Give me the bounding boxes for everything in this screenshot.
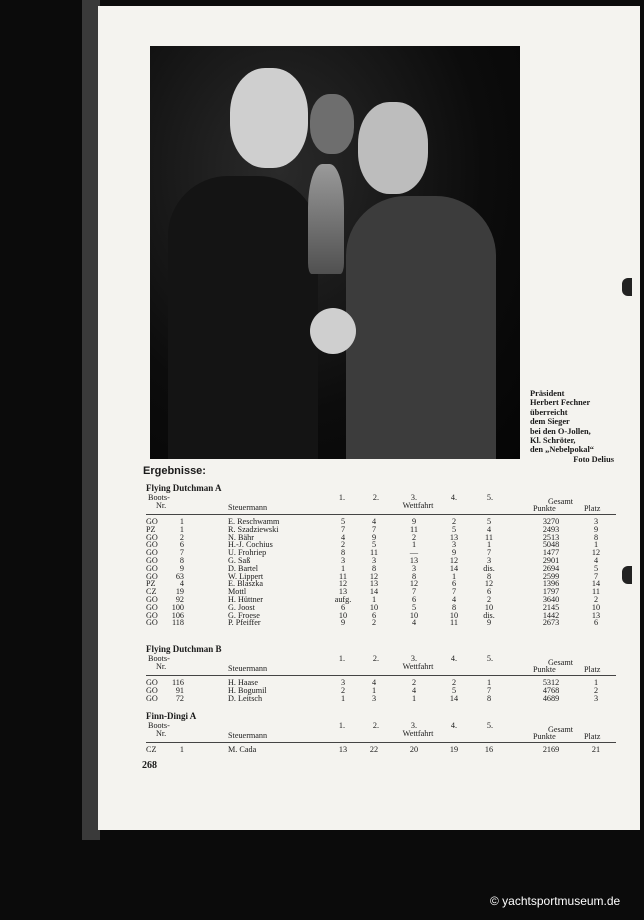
table-cell: 2694 [542,563,560,573]
table-cell: 6 [451,579,457,589]
table-cell: 4 [340,532,346,542]
table-cell: 14 [449,693,459,703]
table-cell: 2493 [542,524,560,534]
header-wettfahrt: Wettfahrt [402,729,434,738]
table-cell: 7 [486,548,492,558]
table-cell: 8 [486,693,492,703]
table-cell: 8 [179,556,184,565]
table-cell: 1396 [542,579,560,589]
table-cell: 1 [486,540,492,550]
table-cell: 11 [450,618,458,628]
photo-caption: Präsident Herbert Fechner überreicht dem Sieger bei den O-Jollen, Kl. Schröter, den „Nebelpokal“ Foto Delius [530,389,614,464]
table-cell: 2 [371,618,377,628]
table-cell: G. Saß [228,556,251,565]
header-r2: 2. [372,493,380,502]
table-cell: 11 [339,571,347,581]
table-cell: 13 [369,579,379,589]
table-cell: 3 [411,563,417,573]
header-r4: 4. [450,654,458,663]
table-cell: 1 [179,517,184,526]
table-cell: GO [146,571,158,581]
table-cell: 3270 [542,517,560,526]
table-cell: 91 [175,685,184,695]
header-r4: 4. [450,493,458,502]
table-cell: 5048 [542,540,560,550]
table-cell: 6 [411,595,417,604]
table-cell: GO [146,693,158,703]
table-cell: 9 [451,548,457,558]
table-cell: 5 [451,524,457,534]
table-cell: 2169 [542,745,560,754]
header-punkte: Punkte [533,665,556,674]
table-cell: 7 [411,587,417,597]
page-tab-marker [622,566,632,584]
header-nr: Nr. [156,729,167,738]
table-cell: dis. [483,610,495,620]
table-cell: 1 [371,685,377,695]
table-cell: 5 [451,685,457,695]
table-cell: 13 [338,745,348,754]
table-cell: D. Bartel [228,563,259,573]
table-cell: 8 [371,563,377,573]
table-cell: 2145 [542,602,560,612]
table-cell: GO [146,548,158,558]
header-gesamt: Gesamt [548,658,574,667]
header-wettfahrt: Wettfahrt [402,501,434,510]
table-cell: 10 [338,610,348,620]
table-cell: 20 [409,745,419,754]
table-cell: 4 [593,556,599,565]
table-cell: 11 [592,587,600,597]
table-cell: 12 [591,548,601,558]
table-cell: 1442 [542,610,560,620]
table-cell: 3 [593,517,599,526]
table-cell: 2513 [542,532,560,542]
table-cell: 13 [338,587,348,597]
header-r5: 5. [486,721,494,730]
table-cell: E. Reschwamm [228,517,280,526]
table-cell: W. Lippert [228,571,264,581]
table-cell: M. Cada [228,745,257,754]
table-cell: 2 [451,678,457,687]
header-r1: 1. [338,493,346,502]
table-cell: 2 [340,685,346,695]
table-cell: 2 [593,685,599,695]
table-cell: 22 [369,745,379,754]
page-tab-marker [622,278,632,296]
table-cell: 6 [371,610,377,620]
table-cell: PZ [146,524,156,534]
table-cell: 14 [449,563,459,573]
table-cell: 1 [593,678,599,687]
table-cell: N. Bähr [228,532,254,542]
table-cell: G. Joost [228,602,255,612]
table-cell: 13 [591,610,601,620]
table-cell: 6 [486,587,492,597]
table-cell: 8 [486,571,492,581]
table-cell: GO [146,563,158,573]
table-cell: 4 [411,685,417,695]
table-cell: 2673 [542,618,560,628]
table-cell: GO [146,602,158,612]
table-cell: 6 [179,540,184,550]
class-heading: Finn-Dingi A [146,711,197,721]
table-cell: 8 [340,548,346,558]
table-cell: 106 [171,610,184,620]
table-cell: 2 [179,532,184,542]
header-steuermann: Steuermann [228,664,268,673]
table-cell: GO [146,678,158,687]
table-cell: GO [146,556,158,565]
header-gesamt: Gesamt [548,497,574,506]
table-cell: 9 [340,618,346,628]
table-cell: 3 [486,556,492,565]
table-cell: 11 [370,548,378,558]
table-cell: 5 [411,602,417,612]
table-cell: 2 [486,595,492,604]
header-punkte: Punkte [533,504,556,513]
table-cell: 9 [411,517,417,526]
header-rule [146,514,616,515]
table-cell: GO [146,517,158,526]
table-cell: 4 [451,595,457,604]
header-rule [146,742,616,743]
table-cell: 4768 [542,685,560,695]
table-cell: GO [146,540,158,550]
table-cell: G. Froese [228,610,260,620]
table-cell: 12 [338,579,348,589]
header-wettfahrt: Wettfahrt [402,662,434,671]
table-cell: 9 [593,524,599,534]
watermark-text: © yachtsportmuseum.de [490,894,621,908]
table-cell: GO [146,595,158,604]
table-cell: aufg. [334,595,352,604]
table-cell: 2 [593,595,599,604]
table-cell: 2 [411,532,417,542]
header-r2: 2. [372,654,380,663]
table-cell: 3 [371,556,377,565]
table-cell: 6 [340,602,346,612]
table-cell: 4 [371,517,377,526]
table-cell: 5 [593,563,599,573]
table-cell: 1 [371,595,377,604]
table-cell: — [409,548,419,558]
table-cell: H. Bogumil [228,685,267,695]
header-r3: 3. [410,721,418,730]
table-cell: 14 [591,579,601,589]
table-cell: 2 [451,517,457,526]
header-nr: Nr. [156,662,167,671]
table-cell: 12 [409,579,419,589]
header-r1: 1. [338,721,346,730]
header-platz: Platz [584,504,601,513]
table-cell: 12 [449,556,459,565]
table-cell: 2 [340,540,346,550]
header-boots: Boots- [148,493,170,502]
table-cell: 19 [175,587,184,597]
header-r4: 4. [450,721,458,730]
header-boots: Boots- [148,654,170,663]
table-cell: 7 [593,571,599,581]
header-punkte: Punkte [533,732,556,741]
table-cell: 1 [340,693,346,703]
table-cell: 7 [340,524,346,534]
table-cell: 63 [175,571,184,581]
table-cell: 1 [411,693,417,703]
table-cell: 5 [340,517,346,526]
table-cell: 4 [371,678,377,687]
table-cell: 2599 [542,571,560,581]
table-cell: 13 [409,556,419,565]
table-cell: H. Haase [228,678,259,687]
table-cell: dis. [483,563,495,573]
table-cell: 16 [484,745,494,754]
table-cell: 8 [411,571,417,581]
table-cell: 1 [179,524,184,534]
header-rule [146,675,616,676]
table-cell: 10 [484,602,494,612]
page-number: 268 [142,760,157,771]
table-cell: 13 [449,532,459,542]
table-cell: 5 [371,540,377,550]
table-cell: Mottl [228,587,247,597]
table-cell: 14 [369,587,379,597]
table-cell: 9 [486,618,492,628]
header-steuermann: Steuermann [228,731,268,740]
table-cell: 4689 [542,693,560,703]
table-cell: 3 [451,540,457,550]
table-cell: 19 [449,745,459,754]
class-heading: Flying Dutchman B [146,644,222,654]
table-cell: 3 [340,678,346,687]
table-cell: 10 [409,610,419,620]
trophy-photo [150,46,520,459]
table-cell: 6 [593,618,599,628]
table-cell: 1477 [542,548,560,558]
table-cell: 10 [591,602,601,612]
table-cell: CZ [146,587,157,597]
table-cell: GO [146,685,158,695]
table-cell: 5 [486,517,492,526]
table-cell: 9 [371,532,377,542]
header-platz: Platz [584,732,601,741]
table-cell: 116 [172,678,184,687]
table-cell: 4 [411,618,417,628]
table-cell: 1 [411,540,417,550]
table-cell: 4 [486,524,492,534]
table-cell: 2901 [542,556,560,565]
table-cell: 3 [593,693,599,703]
table-cell: R. Szadziewski [228,524,279,534]
table-cell: CZ [146,745,157,754]
table-cell: E. Blaszka [228,579,264,589]
table-cell: D. Leitsch [228,693,263,703]
header-steuermann: Steuermann [228,503,268,512]
table-cell: 8 [451,602,457,612]
table-cell: 12 [369,571,379,581]
table-cell: 1 [486,678,492,687]
table-cell: H.-J. Cochius [228,540,273,550]
table-cell: 2 [411,678,417,687]
table-cell: GO [146,618,158,628]
header-boots: Boots- [148,721,170,730]
table-cell: GO [146,532,158,542]
book-page [98,6,640,830]
table-cell: 12 [484,579,494,589]
table-cell: 100 [171,602,184,612]
table-cell: 3 [371,693,377,703]
table-cell: 7 [179,548,184,558]
header-platz: Platz [584,665,601,674]
table-cell: 92 [175,595,184,604]
table-cell: PZ [146,579,156,589]
table-cell: 11 [410,524,418,534]
table-cell: 3 [340,556,346,565]
table-cell: 21 [591,745,601,754]
table-cell: U. Frohriep [228,548,267,558]
table-cell: 1 [593,540,599,550]
table-cell: 11 [485,532,493,542]
table-cell: 5312 [542,678,560,687]
header-r1: 1. [338,654,346,663]
class-heading: Flying Dutchman A [146,483,222,493]
table-cell: P. Pfeiffer [228,618,261,628]
header-nr: Nr. [156,501,167,510]
table-cell: 4 [179,579,184,589]
table-cell: 1 [340,563,346,573]
table-cell: 7 [486,685,492,695]
header-gesamt: Gesamt [548,725,574,734]
table-cell: 7 [371,524,377,534]
table-cell: 3640 [542,595,560,604]
table-cell: 8 [593,532,599,542]
table-cell: 1797 [542,587,560,597]
table-cell: H. Hüttner [228,595,264,604]
table-cell: 1 [451,571,457,581]
header-r2: 2. [372,721,380,730]
table-cell: 1 [179,745,184,754]
header-r5: 5. [486,493,494,502]
table-cell: GO [146,610,158,620]
table-cell: 10 [449,610,459,620]
table-cell: 9 [179,563,184,573]
header-r5: 5. [486,654,494,663]
table-cell: 118 [172,618,184,628]
header-r3: 3. [410,493,418,502]
table-cell: 72 [175,693,184,703]
table-cell: 10 [369,602,379,612]
table-cell: 7 [451,587,457,597]
header-r3: 3. [410,654,418,663]
results-title: Ergebnisse: [143,465,206,477]
